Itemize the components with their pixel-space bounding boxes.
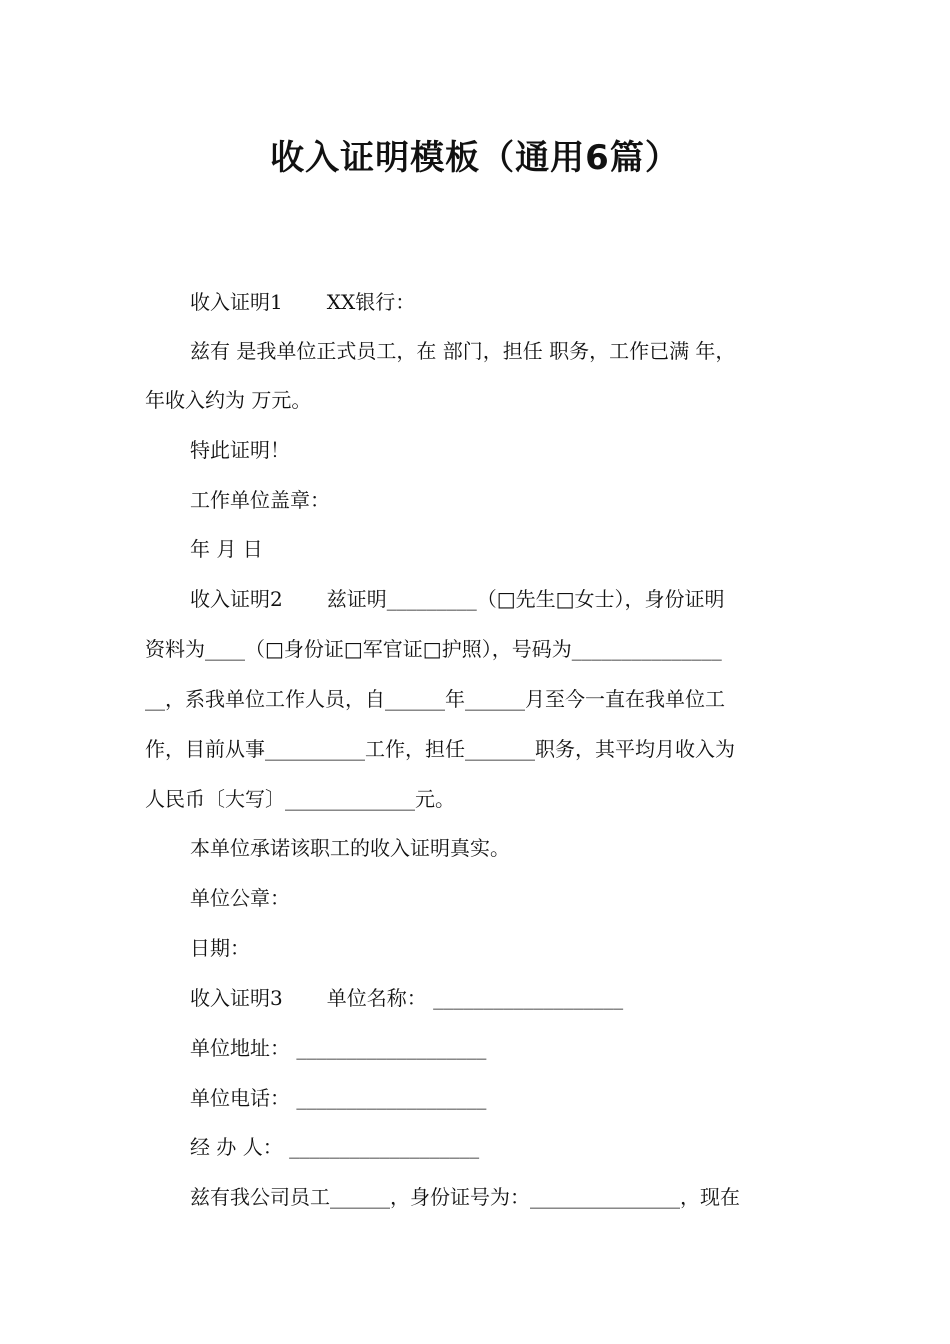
body-line: 特此证明！ (190, 438, 290, 462)
recipient-text: XX银行： (326, 290, 416, 314)
body-line: 单位地址： ___________________ (190, 1036, 487, 1060)
section-label: 收入证明1 (190, 290, 283, 314)
body-line: 资料为____（□身份证□军官证□护照），号码为_______________ (145, 637, 722, 661)
section-label: 收入证明3 (190, 986, 283, 1010)
section-text: 兹证明_________（□先生□女士），身份证明 (326, 587, 725, 611)
body-line: 工作单位盖章： (190, 488, 330, 512)
section-heading-2 (190, 585, 830, 613)
body-line: 年 月 日 (190, 537, 263, 561)
body-line: 单位公章： (190, 886, 290, 910)
body-line: 单位电话： ___________________ (190, 1086, 487, 1110)
section-label: 收入证明2 (190, 587, 283, 611)
section-heading-1 (190, 288, 830, 316)
document-title: 收入证明模板（通用6篇） (270, 138, 680, 178)
body-line: 兹有 是我单位正式员工，在 部门，担任 职务，工作已满 年， (190, 339, 736, 363)
body-line: 兹有我公司员工______，身份证号为：_______________，现在 (190, 1185, 740, 1209)
section-heading-3 (190, 984, 830, 1012)
section-text: 单位名称： ___________________ (326, 986, 624, 1010)
body-line: 经 办 人： ___________________ (190, 1135, 480, 1159)
body-line: 年收入约为 万元。 (145, 388, 312, 412)
body-line: 本单位承诺该职工的收入证明真实。 (190, 836, 510, 860)
body-line: 人民币〔大写〕_____________元。 (145, 787, 455, 811)
body-line: 日期： (190, 936, 250, 960)
body-line: 作，目前从事__________工作，担任_______职务，其平均月收入为 (145, 737, 735, 761)
body-line: __，系我单位工作人员，自______年______月至今一直在我单位工 (145, 687, 725, 711)
